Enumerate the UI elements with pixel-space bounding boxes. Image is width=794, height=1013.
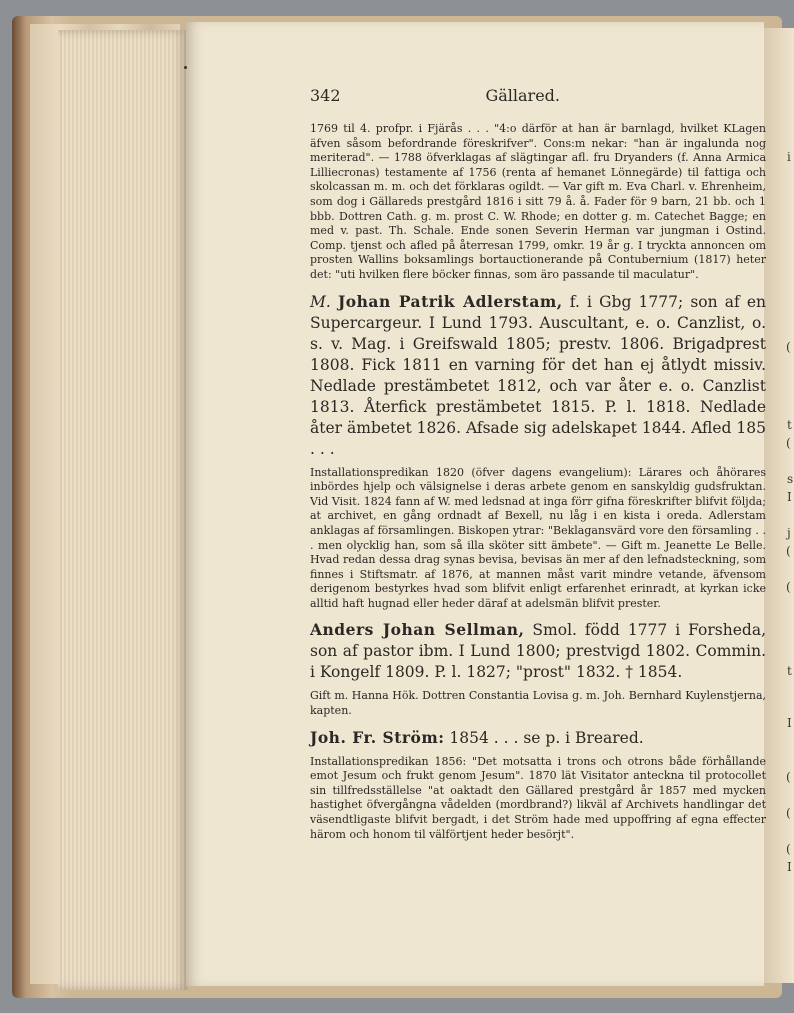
- margin-fragment: (: [786, 770, 791, 784]
- entry-name-adlerstam: Johan Patrik Adlerstam,: [337, 291, 563, 311]
- margin-fragment: (: [786, 544, 791, 558]
- margin-fragment: I: [787, 860, 792, 874]
- margin-fragment: (: [786, 340, 791, 354]
- paragraph-strom-notes: Installationspredikan 1856: "Det motsatta i trons och otrons både förhållande emot Jesum och frukt genom Jesum". 1870 lät Visitator anteckna til protocollet sin tillfredsställelse "at oaktadt den Gällared prestgård år 1857 med mycken hastighet öfvergångna vådelden (mordbrand?) likväl af Archivets handlingar det väsendtligaste blifvit bergadt, i det Ström hade med uppoffring af egna effecter härom och honom til välförtjent heder besörjt".: [310, 754, 766, 841]
- running-head: [310, 86, 560, 105]
- margin-fragment: j: [787, 526, 791, 540]
- running-title: Gällared.: [485, 86, 560, 105]
- entry-text-strom: 1854 . . . se p. i Breared.: [444, 728, 644, 747]
- entry-name-strom: Joh. Fr. Ström:: [310, 727, 445, 747]
- margin-fragment: t: [787, 418, 792, 432]
- entry-name-sellman: Anders Johan Sellman,: [310, 620, 525, 640]
- paragraph-sellman-notes: Gift m. Hanna Hök. Dottren Constantia Lovisa g. m. Joh. Bernhard Kuylenstjerna, kapten.: [310, 689, 766, 718]
- paragraph-wallin-notes: 1769 til 4. profpr. i Fjärås . . . "4:o därför at han är barnlagd, hvilket KLagen äfven såsom befordrande föreskrifver". Cons:m nekar: "han är ingalunda nog meriterad". — 1788 öfverklagas af slägtingar afl. fru Dryanders (f. Anna Armica Lilliecronas) testamente af 1756 (renta af hemanet Lönnegärde) til fattiga och skolcassan m. m. och det förklaras ogildt. — Var gift m. Eva Charl. v. Ehrenheim, som dog i Gällareds prestgård 1816 i sitt 79 å. å. Fader för 9 barn, 21 bb. och 1 bbb. Dottren Cath. g. m. prost C. W. Rhode; en dotter g. m. Catechet Bagge; en med v. past. Th. Schale. Ende sonen Severin Herman var jungman i Ostind. Comp. tjenst och afled på återresan 1799, omkr. 19 år g. I tryckta annoncen om prosten Wallins boksamlings bortauctionerande på Contubernium (1817) heter det: "uti hvilken flere böcker finnas, som äro passande til maculatur".: [310, 122, 766, 281]
- margin-fragment: (: [786, 580, 791, 594]
- ink-dot: [184, 66, 187, 69]
- next-page-edge: [762, 28, 794, 983]
- margin-fragment: I: [787, 490, 792, 504]
- entry-adlerstam: [310, 291, 766, 460]
- entry-sellman: [310, 619, 766, 683]
- paragraph-adlerstam-notes: Installationspredikan 1820 (öfver dagens evangelium): Lärares och åhörares inbördes hjelp och välsignelse i deras arbete genom en sanskyldig gudsfruktan. Vid Visit. 1824 fann af W. med ledsnad at inga förr gifna föreskrifter blifvit följda; at archivet, en gång ordnadt af Bexell, nu låg i en kista i oreda. Adlerstam anklagas af församlingen. Biskopen ytrar: "Beklagansvärd vore den församling . . . men olycklig han, som så illa sköter sitt ämbete". — Gift m. Jeanette Le Belle. Hvad redan dessa drag synas bevisa, bevisas än mer af den lefnadsteckning, som finnes i Stiftsmatr. af 1876, at mannen måst varit mindre vetande, äfvensom derigenom bestyrkes hvad som blifvit enligt erfarenhet erinradt, at kyrkan icke alltid haft hugnad eller heder däraf at adelsmän blifvit prester.: [310, 465, 766, 610]
- margin-fragment: (: [786, 436, 791, 450]
- page-number: 342: [310, 86, 341, 105]
- entry-strom: [310, 727, 766, 749]
- entry-prefix: M.: [310, 292, 331, 311]
- page-edges: [58, 30, 188, 990]
- entry-text-sellman: Smol. född 1777 i Forsheda, son af pastor ibm. I Lund 1800; prestvigd 1802. Commin. i Kongelf 1809. P. l. 1827; "prost" 1832. † 1854.: [310, 621, 767, 682]
- margin-fragment: i: [787, 150, 791, 164]
- margin-fragment: s: [787, 472, 794, 486]
- margin-fragment: I: [787, 716, 792, 730]
- page-text: [310, 122, 766, 842]
- margin-fragment: (: [786, 806, 791, 820]
- margin-fragment: t: [787, 664, 792, 678]
- margin-fragment: (: [786, 842, 791, 856]
- entry-text-adlerstam: f. i Gbg 1777; son af en Supercargeur. I Lund 1793. Auscultant, e. o. Canzlist, o. s. v. Mag. i Greifswald 1805; prestv. 1806. Brigadprest 1808. Fick 1811 en varning för det han ej åtlydt missiv. Nedlade prestämbetet 1812, och var åter e. o. Canzlist 1813. Återfick prestämbetet 1815. P. l. 1818. Nedlade åter ämbetet 1826. Afsade sig adelskapet 1844. Afled 185 . . .: [310, 292, 766, 458]
